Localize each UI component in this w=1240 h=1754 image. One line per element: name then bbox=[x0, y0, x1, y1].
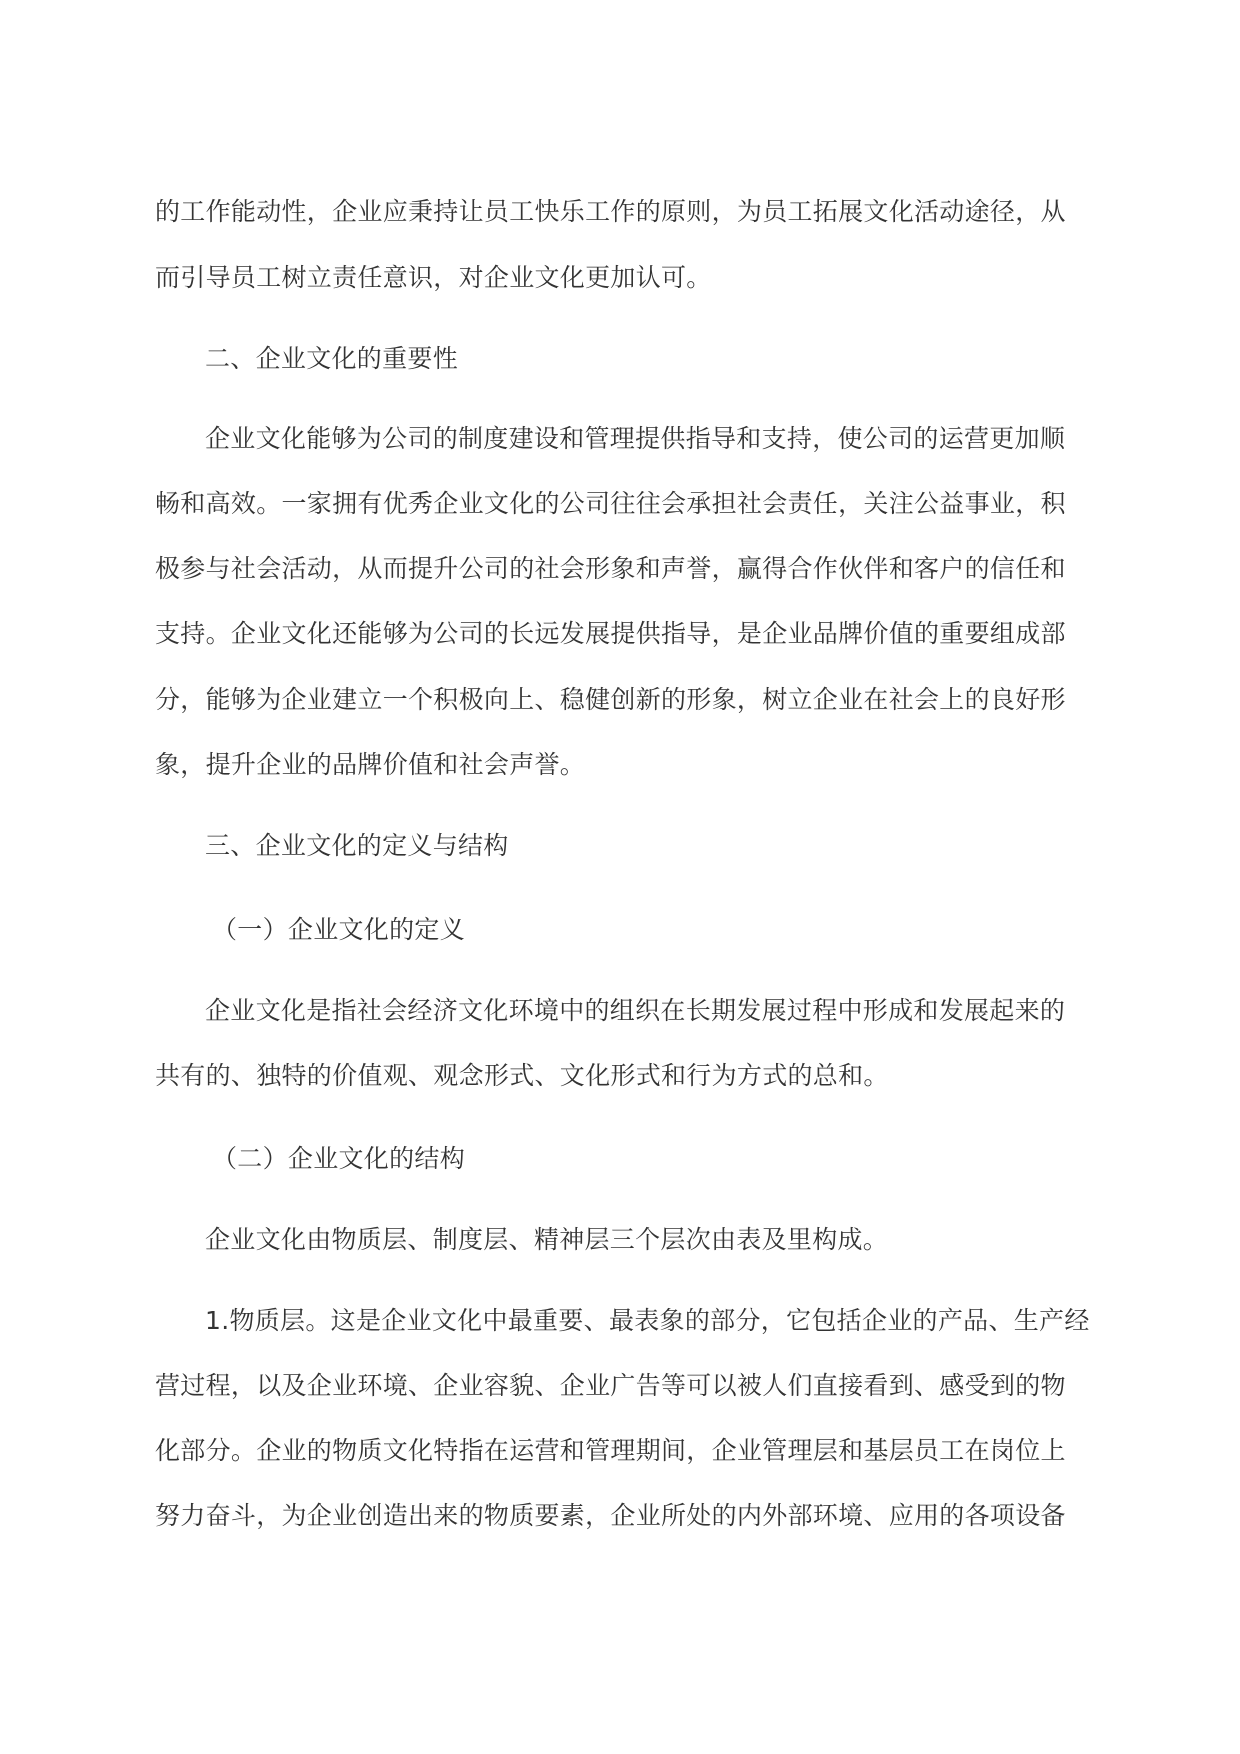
section-heading: 三、企业文化的定义与结构 bbox=[205, 831, 509, 860]
paragraph-line: 企业文化能够为公司的制度建设和管理提供指导和支持，使公司的运营更加顺 bbox=[205, 424, 1066, 453]
section-heading: 二、企业文化的重要性 bbox=[205, 344, 459, 373]
paragraph-line: 营过程，以及企业环境、企业容貌、企业广告等可以被人们直接看到、感受到的物 bbox=[155, 1371, 1066, 1400]
paragraph-line: 努力奋斗，为企业创造出来的物质要素，企业所处的内外部环境、应用的各项设备 bbox=[155, 1501, 1066, 1530]
paragraph-line: 1.物质层。这是企业文化中最重要、最表象的部分，它包括企业的产品、生产经 bbox=[205, 1306, 1090, 1335]
paragraph-line: 支持。企业文化还能够为公司的长远发展提供指导，是企业品牌价值的重要组成部 bbox=[155, 619, 1066, 648]
paragraph-line: 企业文化由物质层、制度层、精神层三个层次由表及里构成。 bbox=[205, 1225, 889, 1254]
subsection-heading: （一）企业文化的定义 bbox=[212, 915, 466, 944]
paragraph-line: 极参与社会活动，从而提升公司的社会形象和声誉，赢得合作伙伴和客户的信任和 bbox=[155, 554, 1066, 583]
paragraph-line: 企业文化是指社会经济文化环境中的组织在长期发展过程中形成和发展起来的 bbox=[205, 996, 1066, 1025]
paragraph-line: 畅和高效。一家拥有优秀企业文化的公司往往会承担社会责任，关注公益事业，积 bbox=[155, 489, 1066, 518]
paragraph-line: 共有的、独特的价值观、观念形式、文化形式和行为方式的总和。 bbox=[155, 1061, 889, 1090]
paragraph-line: 象，提升企业的品牌价值和社会声誉。 bbox=[155, 750, 586, 779]
paragraph-line: 分，能够为企业建立一个积极向上、稳健创新的形象，树立企业在社会上的良好形 bbox=[155, 685, 1066, 714]
paragraph-line: 化部分。企业的物质文化特指在运营和管理期间，企业管理层和基层员工在岗位上 bbox=[155, 1436, 1066, 1465]
paragraph-line: 的工作能动性，企业应秉持让员工快乐工作的原则，为员工拓展文化活动途径，从 bbox=[155, 197, 1066, 226]
paragraph-line: 而引导员工树立责任意识，对企业文化更加认可。 bbox=[155, 263, 712, 292]
subsection-heading: （二）企业文化的结构 bbox=[212, 1144, 466, 1173]
